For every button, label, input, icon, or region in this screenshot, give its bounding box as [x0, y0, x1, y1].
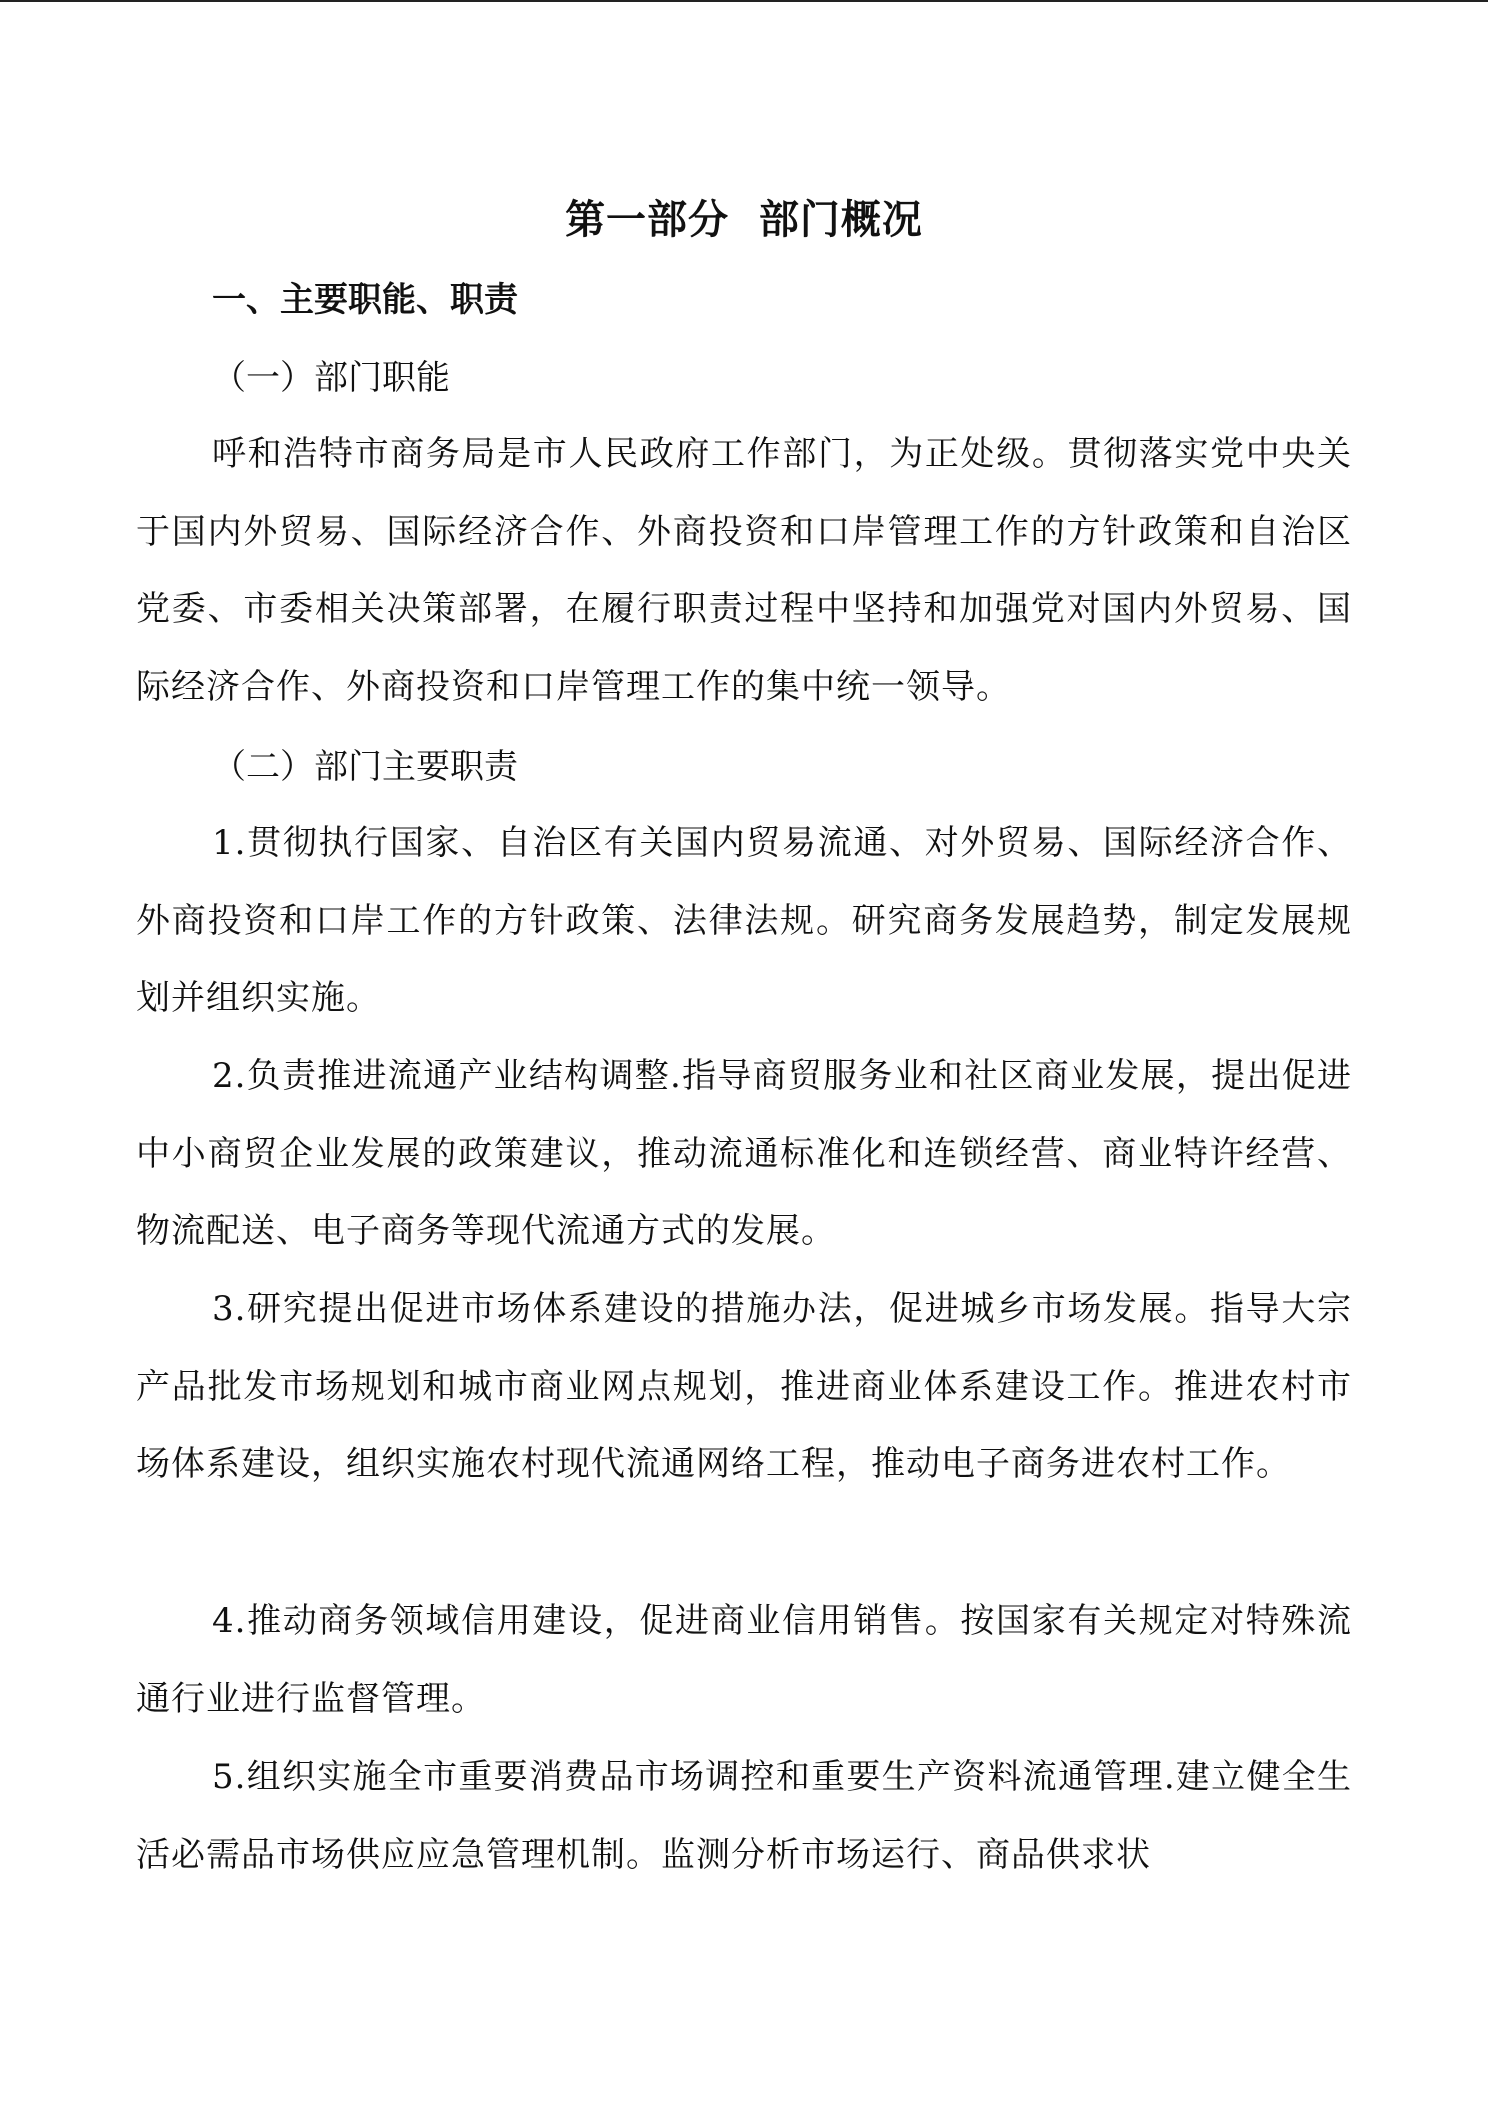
duty-paragraph-3: 3.研究提出促进市场体系建设的措施办法，促进城乡市场发展。指导大宗产品批发市场规划和城市商业网点规划，推进商业体系建设工作。推进农村市场体系建设，组织实施农村现代流通网络工程，推动电子商务进农村工作。	[136, 1289, 1352, 1485]
section-heading: 一、主要职能、职责	[212, 280, 518, 320]
duty-paragraph-2: 2.负责推进流通产业结构调整.指导商贸服务业和社区商业发展，提出促进中小商贸企业发展的政策建议，推动流通标准化和连锁经营、商业特许经营、物流配送、电子商务等现代流通方式的发展。	[136, 1056, 1352, 1252]
duty-paragraph-1: 1.贯彻执行国家、自治区有关国内贸易流通、对外贸易、国际经济合作、外商投资和口岸工作的方针政策、法律法规。研究商务发展趋势，制定发展规划并组织实施。	[136, 823, 1352, 1019]
duty-paragraph-5: 5.组织实施全市重要消费品市场调控和重要生产资料流通管理.建立健全生活必需品市场供应应急管理机制。监测分析市场运行、商品供求状	[136, 1757, 1352, 1875]
top-border-line	[0, 0, 1488, 2]
page-title: 第一部分 部门概况	[565, 196, 923, 243]
subsection-heading-duties: （二）部门主要职责	[212, 747, 518, 787]
duty-paragraph-4: 4.推动商务领域信用建设，促进商业信用销售。按国家有关规定对特殊流通行业进行监督管理。	[136, 1601, 1352, 1719]
subsection-heading-functions: （一）部门职能	[212, 358, 450, 398]
intro-paragraph: 呼和浩特市商务局是市人民政府工作部门，为正处级。贯彻落实党中央关于国内外贸易、国际经济合作、外商投资和口岸管理工作的方针政策和自治区党委、市委相关决策部署，在履行职责过程中坚持和加强党对国内外贸易、国际经济合作、外商投资和口岸管理工作的集中统一领导。	[136, 434, 1352, 707]
